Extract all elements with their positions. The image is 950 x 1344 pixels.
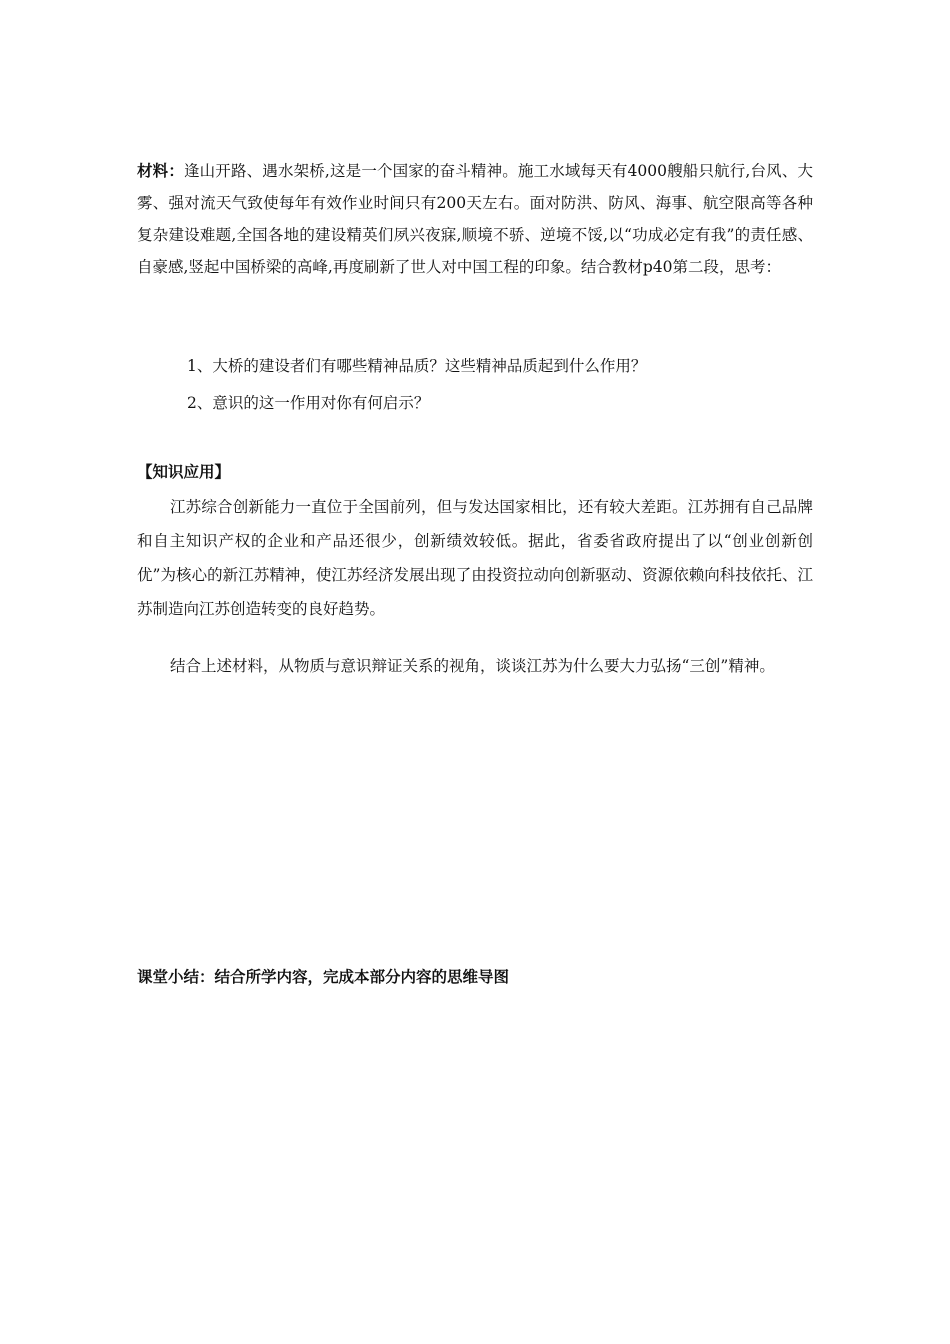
material-paragraph: [137, 155, 813, 283]
application-paragraph-1: 江苏综合创新能力一直位于全国前列，但与发达国家相比，还有较大差距。江苏拥有自己品牌和自主知识产权的企业和产品还很少，创新绩效较低。据此，省委省政府提出了以“创业创新创优”为核心的新江苏精神，使江苏经济发展出现了由投资拉动向创新驱动、资源依赖向科技依托、江苏制造向江苏创造转变的良好趋势。: [137, 498, 813, 618]
class-summary: 课堂小结：结合所学内容，完成本部分内容的思维导图: [137, 968, 510, 986]
application-paragraph-2: 结合上述材料，从物质与意识辩证关系的视角，谈谈江苏为什么要大力弘扬“三创”精神。: [170, 657, 775, 675]
material-text: 逢山开路、遇水架桥,这是一个国家的奋斗精神。施工水域每天有4000艘船只航行,台风、大雾、强对流天气致使每年有效作业时间只有200天左右。面对防洪、防风、海事、航空限高等各种复杂建设难题,全国各地的建设精英们夙兴夜寐,顺境不骄、逆境不馁,以“功成必定有我”的责任感、自豪感,竖起中国桥梁的高峰,再度刷新了世人对中国工程的印象。结合教材p40第二段，思考：: [137, 162, 813, 276]
knowledge-application-heading: 【知识应用】: [137, 463, 231, 481]
material-label: 材料：: [137, 162, 184, 180]
question-1: 1、大桥的建设者们有哪些精神品质？这些精神品质起到什么作用？: [187, 357, 647, 375]
question-2: 2、意识的这一作用对你有何启示？: [187, 394, 430, 412]
